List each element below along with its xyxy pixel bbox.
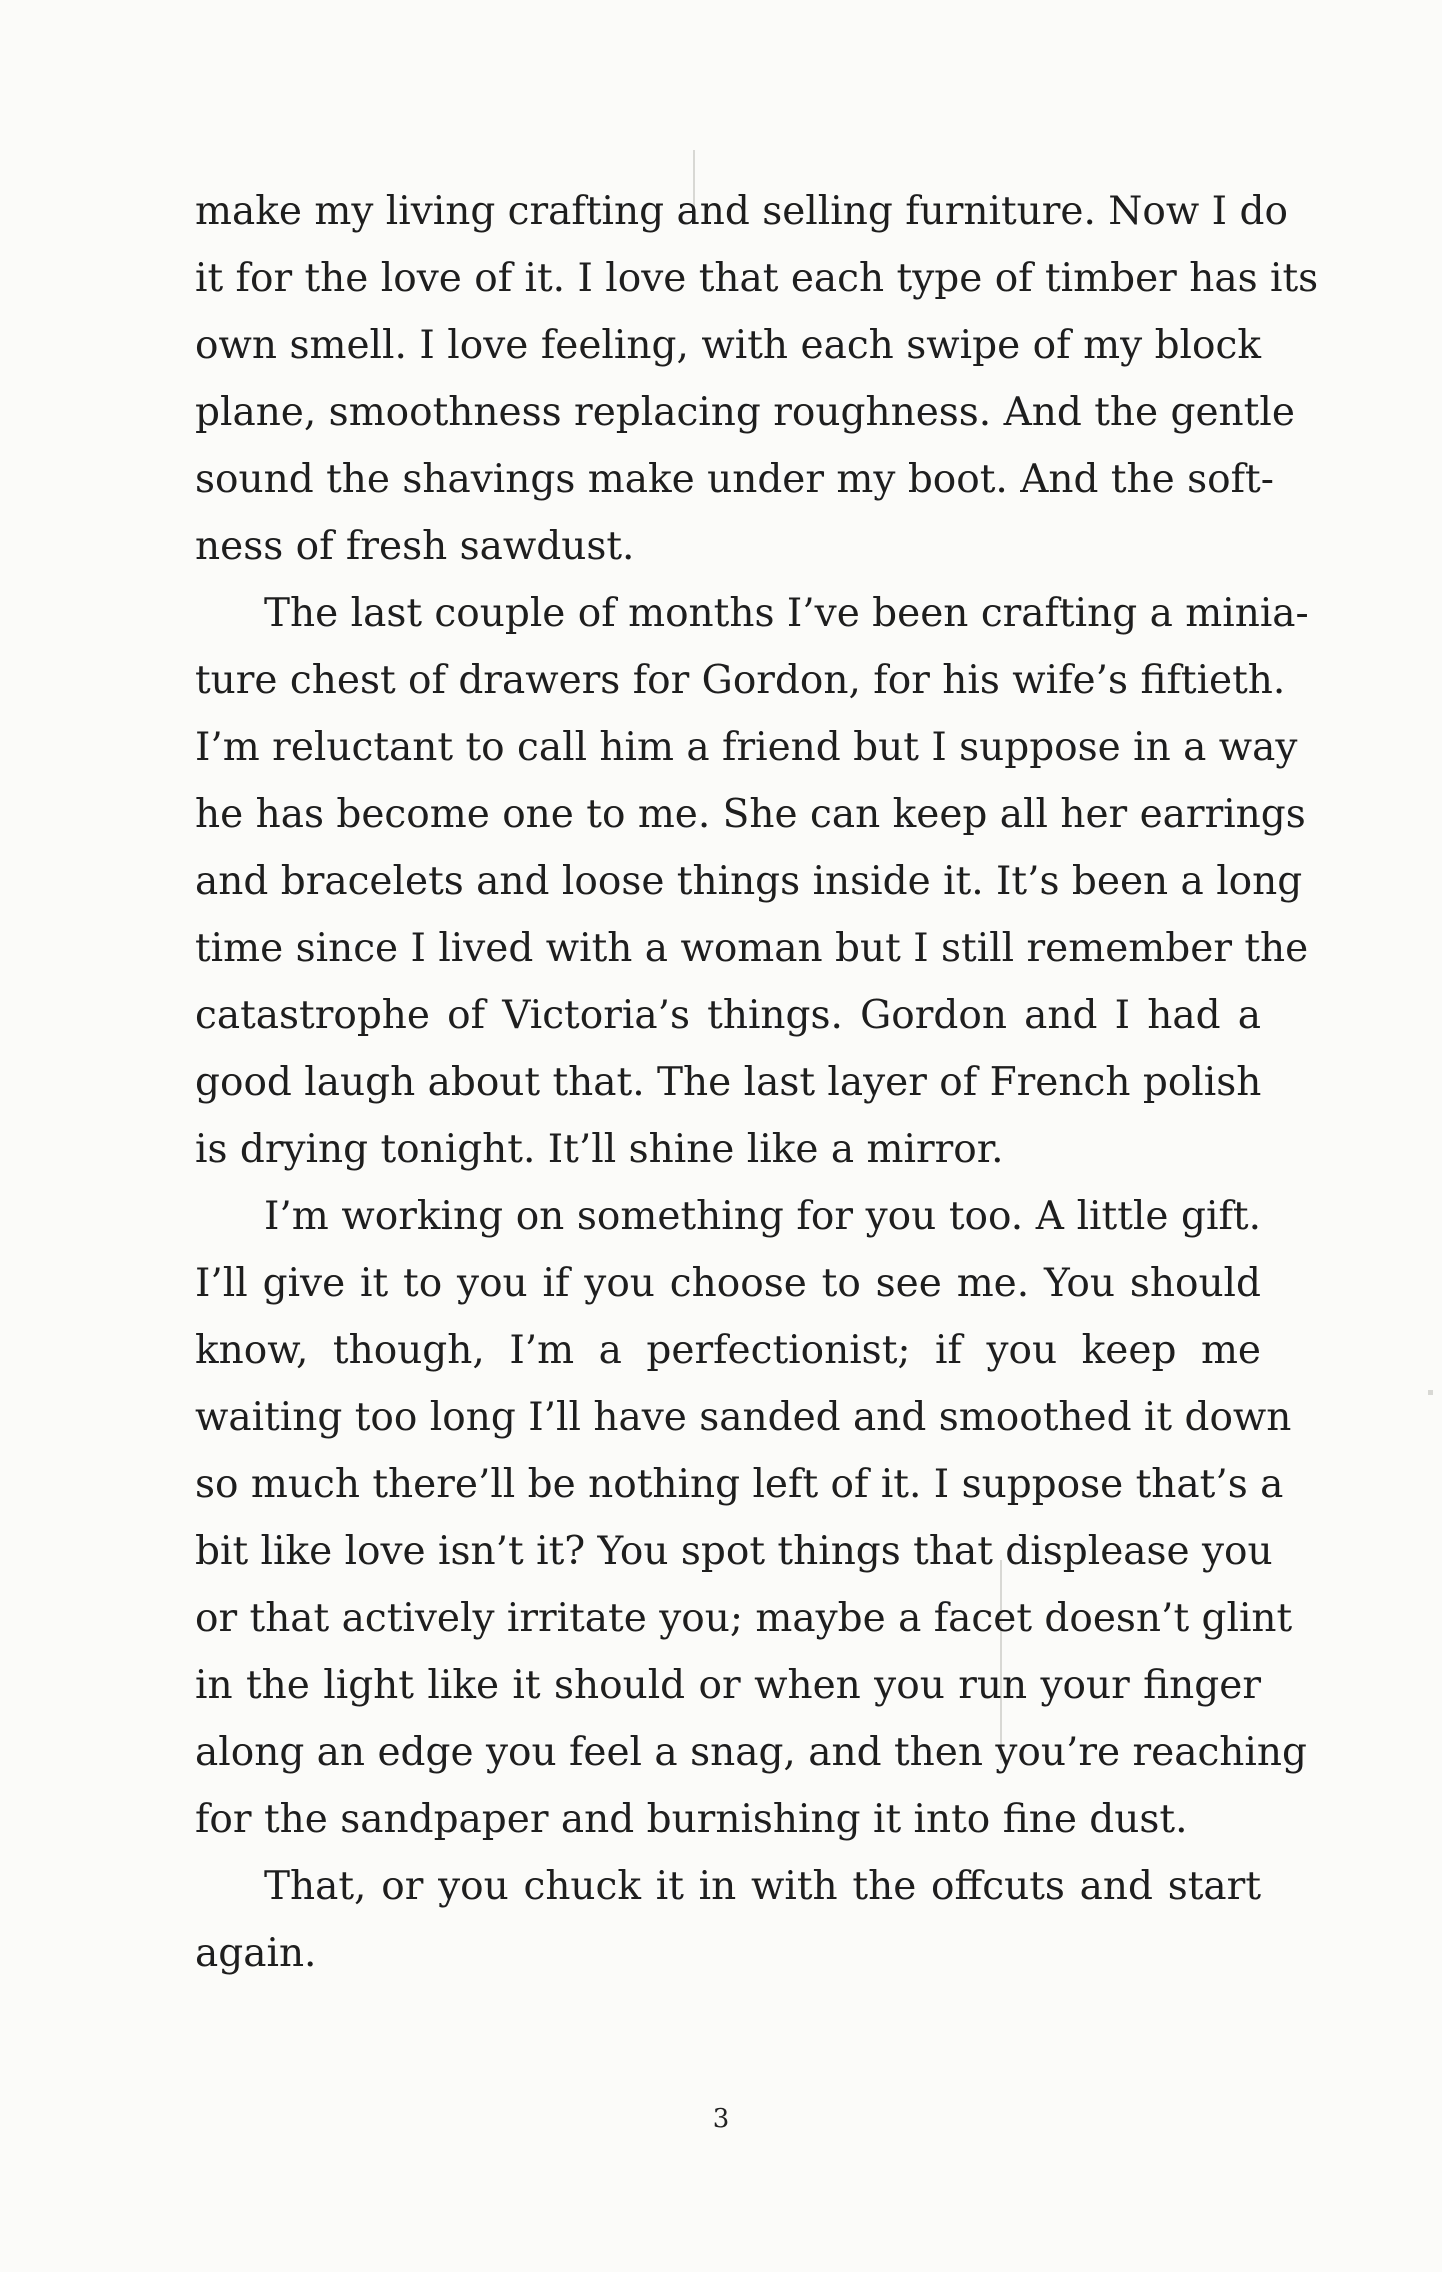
paragraph bbox=[195, 1853, 1261, 1987]
text-line: I’ll give it to you if you choose to see me. You should bbox=[195, 1261, 1261, 1306]
text-line: plane, smoothness replacing roughness. And the gentle bbox=[195, 390, 1295, 435]
text-line: good laugh about that. The last layer of French polish bbox=[195, 1060, 1262, 1105]
scan-crease-mark bbox=[1428, 1390, 1433, 1395]
paragraph bbox=[195, 178, 1319, 580]
text-line: he has become one to me. She can keep all her earrings bbox=[195, 792, 1306, 837]
page-number: 3 bbox=[712, 2104, 730, 2134]
text-line: bit like love isn’t it? You spot things that displease you bbox=[195, 1529, 1273, 1574]
text-line: for the sandpaper and burnishing it into fine dust. bbox=[195, 1797, 1188, 1842]
text-line: waiting too long I’ll have sanded and smoothed it down bbox=[195, 1395, 1292, 1440]
text-line: along an edge you feel a snag, and then you’re reaching bbox=[195, 1730, 1307, 1775]
text-line: in the light like it should or when you run your finger bbox=[195, 1663, 1261, 1708]
text-line: or that actively irritate you; maybe a facet doesn’t glint bbox=[195, 1596, 1293, 1641]
text-line: ture chest of drawers for Gordon, for his wife’s fiftieth. bbox=[195, 658, 1286, 703]
text-line: is drying tonight. It’ll shine like a mirror. bbox=[195, 1127, 1004, 1172]
text-line: so much there’ll be nothing left of it. I suppose that’s a bbox=[195, 1462, 1284, 1507]
text-line: sound the shavings make under my boot. And the soft- bbox=[195, 457, 1274, 502]
paragraph bbox=[195, 580, 1309, 1183]
text-line: The last couple of months I’ve been crafting a minia- bbox=[264, 591, 1309, 636]
text-line: own smell. I love feeling, with each swipe of my block bbox=[195, 323, 1261, 368]
text-line: I’m working on something for you too. A little gift. bbox=[264, 1194, 1261, 1239]
text-line: That, or you chuck it in with the offcuts and start bbox=[264, 1864, 1261, 1909]
text-line: it for the love of it. I love that each type of timber has its bbox=[195, 256, 1319, 301]
text-line: I’m reluctant to call him a friend but I suppose in a way bbox=[195, 725, 1298, 770]
text-line: catastrophe of Victoria’s things. Gordon and I had a bbox=[195, 993, 1261, 1038]
text-line: know, though, I’m a perfectionist; if you keep me bbox=[195, 1328, 1261, 1373]
paragraph bbox=[195, 1183, 1307, 1853]
text-line: ness of fresh sawdust. bbox=[195, 524, 635, 569]
body-text bbox=[195, 178, 1319, 1987]
text-line: time since I lived with a woman but I still remember the bbox=[195, 926, 1309, 971]
text-line: and bracelets and loose things inside it. It’s been a long bbox=[195, 859, 1303, 904]
text-line: make my living crafting and selling furniture. Now I do bbox=[195, 189, 1288, 234]
text-line: again. bbox=[195, 1931, 317, 1976]
